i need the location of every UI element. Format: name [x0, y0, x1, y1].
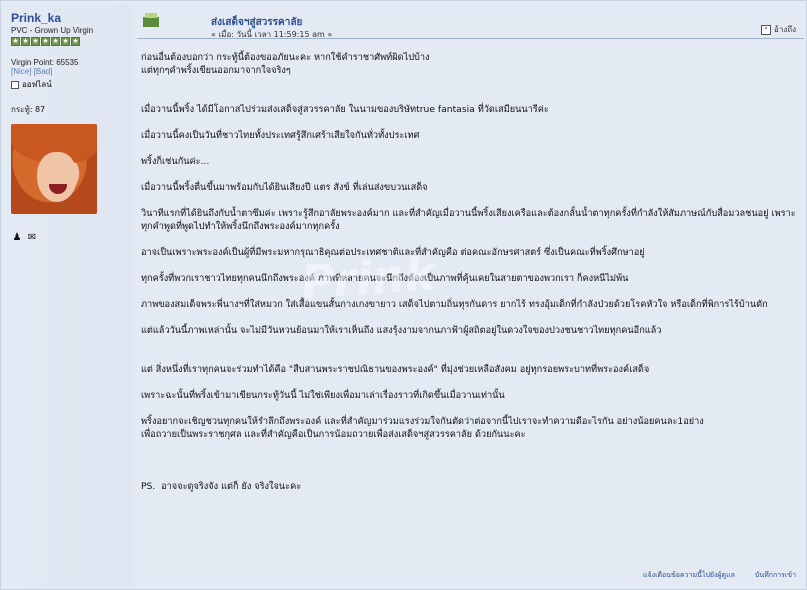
offline-icon [11, 81, 19, 89]
poster-membergroup: PVC - Grown Up Virgin [11, 26, 94, 35]
post-paragraph: เมื่อวานนี้พริ้งตื่นขึ้นมาพร้อมกับได้ยินเสียงปี แตร สังข์ ที่เล่นส่งขบวนเสด็จ [141, 182, 428, 193]
post-paragraph: พริ้งก็เช่นกันค่ะ... [141, 156, 210, 167]
post-paragraph: PS. อาจจะดูจริงจัง แต่ก็ ยัง จริงใจนะคะ [141, 481, 302, 492]
post-count: กระทู้: 87 [11, 105, 46, 114]
rank-star-icon: ★ [22, 37, 29, 45]
online-status [11, 78, 127, 91]
rank-star-icon: ★ [72, 37, 79, 45]
post-paragraph: เพราะฉะนั้นที่พริ้งเข้ามาเขียนกระทู้วันนี้ ไม่ใช่เพียงเพื่อมาเล่าเรื่องราวที่เกิดขึ้นเมื่อวานเท่านั้น [141, 390, 505, 401]
profile-icon[interactable]: ♟ [12, 232, 22, 243]
rank-star-icon: ★ [62, 37, 69, 45]
topic-icon [141, 11, 161, 29]
poster-icons [11, 232, 127, 244]
karma-bad-link[interactable]: [Bad] [33, 67, 53, 76]
post-paragraph: ก่อนอื่นต้องบอกว่า กระทู้นี้ต้องขออภัยนะคะ หากใช้คำราชาศัพท์ผิดไปบ้าง แต่ทุกๆคำพริ้งเขียนออกมาจากใจจริงๆ [141, 52, 430, 76]
post-footer [643, 570, 796, 581]
message-icon[interactable]: ✉ [27, 232, 37, 243]
ip-logged-label: บันทึกการเข้า [754, 571, 796, 579]
quote-label: อ้างถึง [774, 25, 796, 34]
post-body [137, 39, 804, 506]
post-title[interactable]: ส่งเสด็จฯสู่สวรรคาลัย [211, 17, 303, 28]
rank-star-icon: ★ [12, 37, 19, 45]
post-date: « เมื่อ: วันนี้ เวลา 11:59:15 am » [211, 30, 333, 39]
karma-nice-link[interactable]: [Nice] [11, 67, 32, 76]
report-link[interactable]: แจ้งเตือนข้อความนี้ไปยังผู้ดูแล [643, 571, 735, 579]
quote-button[interactable] [761, 23, 796, 36]
post-paragraph: แต่ สิ่งหนึ่งที่เราทุกคนจะร่วมทำได้คือ "สืบสานพระราชปณิธานของพระองค์" ที่มุ่งช่วยเหลือสังคม อยู่ทุกรอยพระบาทที่พระองค์เสด็จ [141, 364, 650, 375]
post-paragraph: อาจเป็นเพราะพระองค์เป็นผู้ที่มีพระมหากรุณาธิคุณต่อประเทศชาติและที่สำคัญคือ ต่อคณะอักษรศาสตร์ ซึ่งเป็นคณะที่พริ้งศึกษาอยู่ [141, 247, 645, 258]
rank-stars [11, 37, 127, 46]
avatar-face [37, 152, 77, 202]
post-main [137, 5, 804, 587]
post-paragraph: ภาพของสมเด็จพระพี่นางฯที่ใส่หมวก ใส่เสื้อแขนสั้นกางเกงขายาว เสด็จไปตามถิ่นทุรกันดาร ยากไร้ ทรงอุ้มเด็กที่กำลังป่วยด้วยโรคหัวใจ หรือเด็กที่พิการไร้บ้านตัก [141, 299, 768, 310]
post-paragraph: แต่แล้ววันนี้ภาพเหล่านั้น จะไม่มีวันหวนย้อนมาให้เราเห็นถึง แสงรุ้งงามจากนภาฟ้าผู้สถิตอยู่ในดวงใจของปวงชนชาวไทยทุกคนอีกแล้ว [141, 325, 662, 336]
post-paragraph: เมื่อวานนี้คงเป็นวันที่ชาวไทยทั้งประเทศรู้สึกเศร้าเสียใจกันทั่วทั้งประเทศ [141, 130, 420, 141]
rank-star-icon: ★ [52, 37, 59, 45]
online-status-label: ออฟไลน์ [22, 80, 52, 89]
avatar [11, 124, 97, 214]
post-header [137, 5, 804, 39]
quote-icon: “ [761, 25, 771, 35]
post-paragraph: พริ้งอยากจะเชิญชวนทุกคนให้รำลึกถึงพระองค์ และที่สำคัญมาร่วมแรงร่วมใจกันตัดว่าต่อจากนี้ไปเราจะทำความดีอะไรกัน อย่างน้อยคนละ1อย่าง เพื่อถวายเป็นพระราชกุศล และที่สำคัญคือเป็นการน้อมถวายเพื่อส่งเสด็จฯสู่สวรรคาลัย ด้วยกันนะคะ [141, 416, 704, 440]
post-paragraph: เมื่อวานนี้พริ้ง ได้มีโอกาสไปร่วมส่งเสด็จสู่สวรรคาลัย ในนามของบริษัทtrue fantasia ที่วัดเสมียนนารีค่ะ [141, 104, 549, 115]
karma-links [11, 67, 127, 76]
post-paragraph: วินาทีแรกที่ได้ยินถึงกับน้ำตาซึมค่ะ เพราะรู้สึกอาลัยพระองค์มาก และที่สำคัญเมื่อวานนี้พริ้งเสียงเครือและต้องกลั้นน้ำตาทุกครั้งที่กำลังให้สัมภาษณ์กับสื่อมวลชนอยู่ เพราะทุกคำพูดที่พูดไปทำให้พริ้งนึกถึงพระองค์มากทุกครั้ง [141, 208, 796, 232]
rank-star-icon: ★ [32, 37, 39, 45]
watermark: Prink [299, 246, 437, 310]
virgin-point: Virgin Point: 65535 [11, 58, 79, 67]
rank-star-icon: ★ [42, 37, 49, 45]
poster-info [5, 5, 133, 587]
poster-username[interactable]: Prink_ka [11, 11, 62, 25]
post-paragraph: ทุกครั้งที่พวกเราชาวไทยทุกคนนึกถึงพระองค์ ภาพที่หลายคนจะนึกถึงต้องเป็นภาพที่คุ้นเคยในสายตาของพวกเรา ก็คงหนีไม่พ้น [141, 273, 629, 284]
